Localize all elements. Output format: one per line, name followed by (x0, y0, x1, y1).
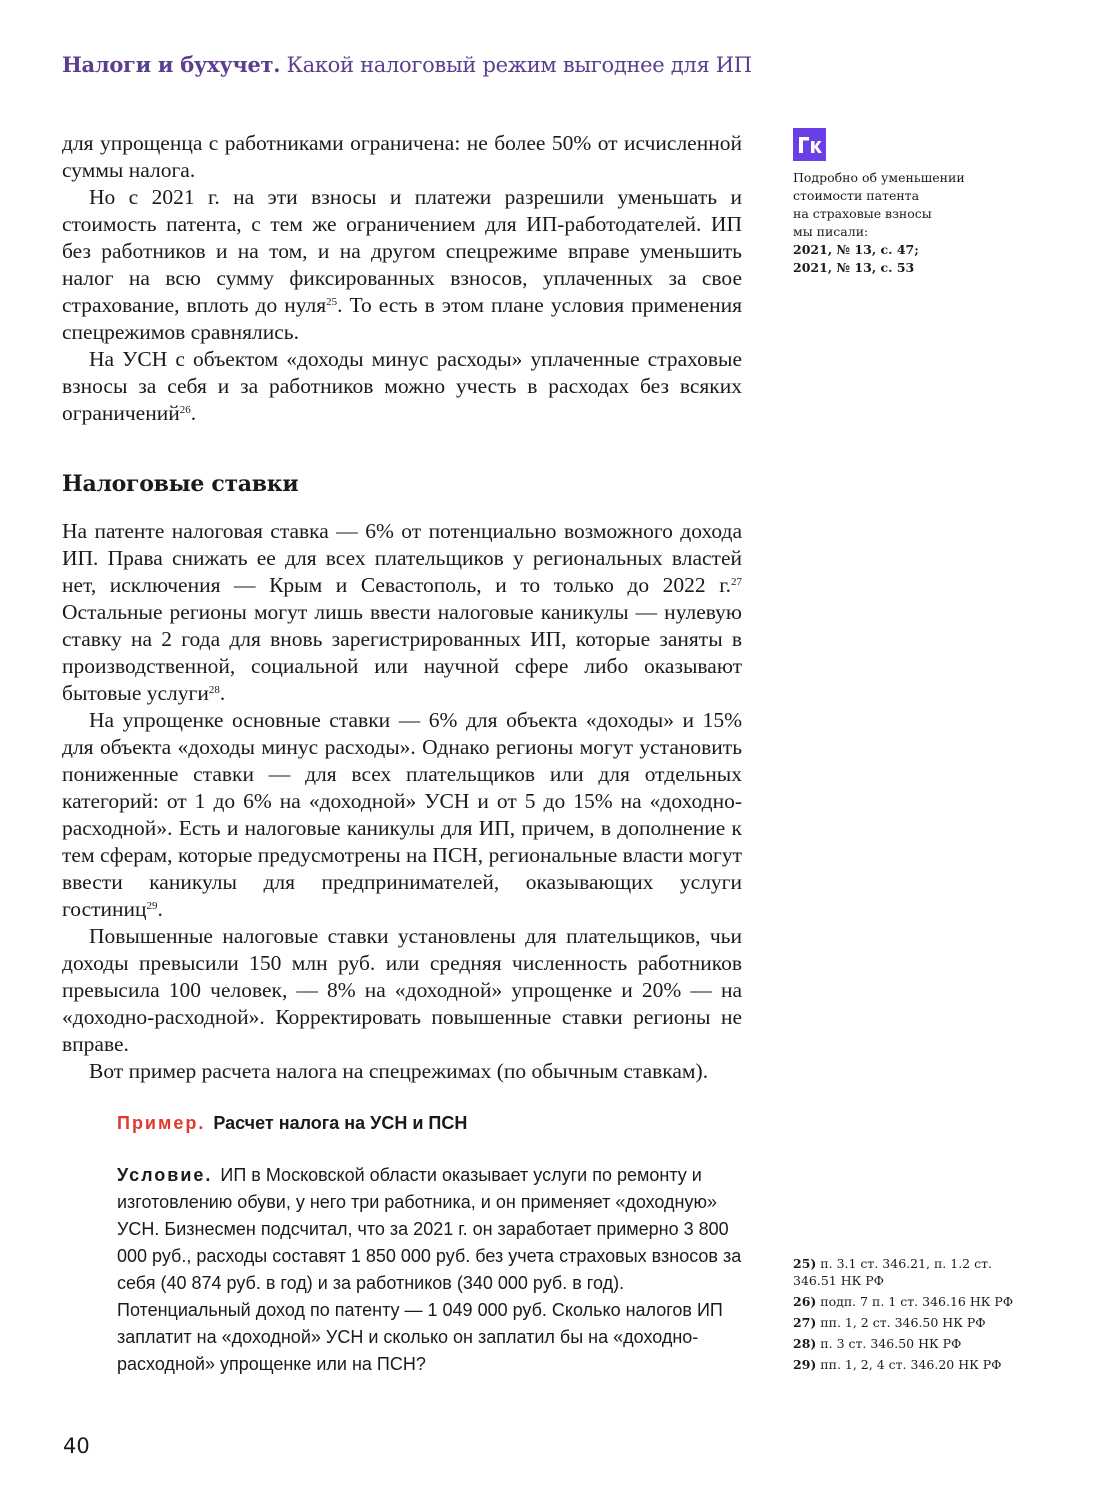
note-line: стоимости патента (793, 188, 920, 203)
footnote: 25) п. 3.1 ст. 346.21, п. 1.2 ст. 346.51 НК РФ (793, 1256, 992, 1288)
footnote-ref[interactable]: 26 (179, 404, 191, 416)
gk-logo-icon (793, 128, 826, 161)
paragraph: для упрощенца с работниками ограничена: не более 50% от исчисленной суммы налога. (62, 131, 742, 182)
section-heading: Налоговые ставки (62, 471, 299, 497)
example-heading: Расчет налога на УСН и ПСН (213, 1113, 468, 1133)
paragraph: На упрощенке основные ставки — 6% для объекта «доходы» и 15% для объекта «доходы минус расходы». Однако регионы могут установить пониженные ставки — для всех плательщиков или для отдельных категорий: от 1 до 6% на «доходной» УСН и от 5 до 15% на «доходно-расходной». Есть и налоговые каникулы для ИП, причем, в дополнение к тем сферам, которые предусмотрены на ПСН, региональные власти могут ввести каникулы для предпринимателей, оказывающих услуги гостиниц$^{29}$. (62, 708, 742, 921)
condition-text: ИП в Московской области оказывает услуги по ремонту и изготовлению обуви, у него три работника, и он применяет «доходную» УСН. Бизнесмен подсчитал, что за 2021 г. он заработает примерно 3 800 000 руб., расходы составят 1 850 000 руб. без учета страховых взносов за себя (40 874 руб. в год) и за работников (340 000 руб. в год). Потенциальный доход по патенту — 1 049 000 руб. Сколько налогов ИП заплатит на «доходной» УСН и сколько он заплатил бы на «доходно-расходной» упрощенке или на ПСН? (117, 1165, 742, 1374)
footnote: 27) пп. 1, 2 ст. 346.50 НК РФ (793, 1315, 986, 1330)
paragraph: На патенте налоговая ставка — 6% от потенциально возможного дохода ИП. Права снижать ее для всех плательщиков у региональных властей нет, исключения — Крым и Севастополь, и то только до 2022 г.$^{27}$ Остальные регионы могут лишь ввести налоговые каникулы — нулевую ставку на 2 года для вновь зарегистрированных ИП, которые заняты в производственной, социальной или научной сфере либо оказывают бытовые услуги$^{28}$. (62, 519, 742, 705)
footnotes (793, 1255, 1033, 1377)
footnote: 28) п. 3 ст. 346.50 НК РФ (793, 1336, 962, 1351)
example-title (117, 1110, 742, 1137)
footnote-ref[interactable]: 28 (208, 684, 220, 696)
footnote: 26) подп. 7 п. 1 ст. 346.16 НК РФ (793, 1294, 1014, 1309)
condition-label: Условие. (117, 1165, 213, 1185)
footnote-ref[interactable]: 29 (146, 900, 158, 912)
main-text (62, 130, 742, 1085)
running-header (62, 52, 752, 77)
note-line: Подробно об уменьшении (793, 170, 965, 185)
header-section: Налоги и бухучет. (62, 52, 281, 77)
example-label: Пример. (117, 1113, 206, 1133)
example-box (117, 1110, 742, 1378)
note-line: на страховые взносы (793, 206, 932, 221)
footnote-ref[interactable]: 25 (326, 296, 338, 308)
sidebar-note (793, 128, 993, 277)
footnote: 29) пп. 1, 2, 4 ст. 346.20 НК РФ (793, 1357, 1002, 1372)
note-ref[interactable]: 2021, № 13, с. 53 (793, 260, 915, 275)
header-title: Какой налоговый режим выгоднее для ИП (286, 53, 752, 77)
footnote-ref[interactable]: 27 (731, 576, 742, 588)
example-condition (117, 1162, 742, 1378)
paragraph: Но с 2021 г. на эти взносы и платежи разрешили уменьшать и стоимость патента, с тем же ограничением для ИП-работодателей. ИП без работников и на том, и на другом спецрежиме вправе уменьшить налог на всю сумму фиксированных взносов, уплаченных за свое страхование, вплоть до нуля$^{25}$. То есть в этом плане условия применения спецрежимов сравнялись. (62, 185, 743, 344)
paragraph: Повышенные налоговые ставки установлены для плательщиков, чьи доходы превысили 150 млн руб. или средняя численность работников превысила 100 человек, — 8% на «доходной» упрощенке и 20% — на «доходно-расходной». Корректировать повышенные ставки регионы не вправе. (62, 924, 742, 1056)
paragraph: Вот пример расчета налога на спецрежимах (по обычным ставкам). (89, 1059, 709, 1083)
page-number: 40 (63, 1434, 90, 1458)
paragraph: На УСН с объектом «доходы минус расходы» уплаченные страховые взносы за себя и за работников можно учесть в расходах без всяких ограничений$^{26}$. (62, 347, 742, 425)
note-line: мы писали: (793, 224, 869, 239)
note-ref[interactable]: 2021, № 13, с. 47; (793, 242, 919, 257)
